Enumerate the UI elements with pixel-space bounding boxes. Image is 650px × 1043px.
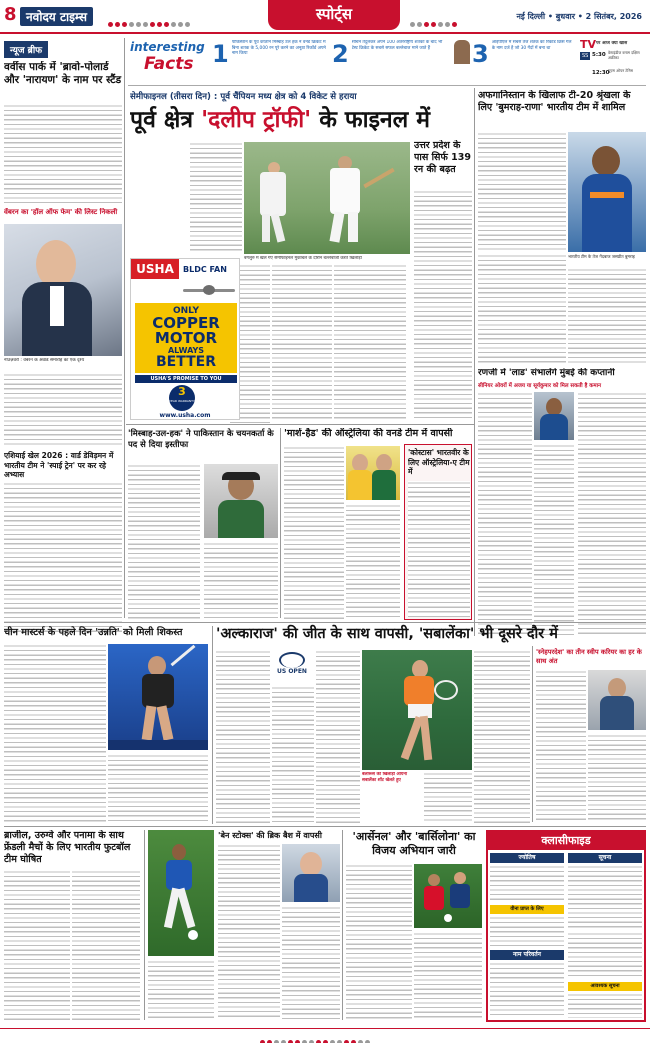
tv-item-2-text: यूएस ओपन टेनिस [608,68,634,73]
news-brief-second-headline: एशियाई खेल 2026 : वार्ड डेविड़मन में भारतीय टीम ने 'स्पाई ट्रेन' पर कर रहे अभ्यास [4,451,114,479]
classified-subtitle: नाम परिवर्तन [490,950,564,960]
news-brief-subhead: वेंबरन का 'हॉल ऑफ फेम' की लिस्ट निकली [4,208,118,216]
section-title: स्पोर्ट्स [316,5,352,23]
lead-headline-part1: पूर्व क्षेत्र [130,107,194,133]
usha-warranty-badge [169,385,195,411]
misbah-headline: 'मिस्बाह-उल-हक' ने पाकिस्तान के चयनकर्ता के पद से दिया इस्तीफा [128,428,274,449]
masthead-dots [108,12,192,31]
stokes-body-2 [282,906,340,1020]
facts-logo-bottom: Facts [144,54,194,74]
usha-line-1: ONLY [172,306,200,316]
classified-label-left: वीना प्राप्त के लिए [490,905,564,914]
lead-body-col-3 [272,264,332,420]
right-photo-caption: भारतीय टीम के तेज गेंदबाज जसप्रीत बुमराह [568,254,635,259]
fact-3-number: 3 [472,40,489,68]
usha-line-4: ALWAYS [167,346,205,355]
usha-warranty-label: YEAR WARRANTY [169,399,195,403]
stokes-headline: 'बेन स्टोक्स' की ब्रिक बैश में वापसी [218,831,322,840]
right-bottom-body-1 [536,670,586,822]
right-second-sub: सीनियर ओवरों में अजय या सूर्यकुमार को मिल सकती है कमान [478,383,602,389]
usha-warranty-years: 3 [178,385,186,398]
facts-logo [130,40,208,74]
fact-1-number: 1 [212,40,229,68]
news-brief-headline: ववींस पार्क में 'ब्रावो-पोलार्ड और 'नारायण' के नाम पर स्टैंड [4,61,122,86]
classified-col2-body-2 [568,932,642,978]
news-brief-column [4,38,122,618]
page-number: 8 [4,4,17,25]
marsh-body-1 [284,446,344,620]
right-bottom-headline: 'स्नेहपरदेश' का तीन स्वीप करियर का हर के साथ अंत [536,648,642,665]
tv-item-1-channel: SS [582,53,589,59]
stokes-photo [282,844,340,902]
us-open-logo [272,652,312,682]
fact-3 [454,40,574,82]
alcaraz-body-2 [272,686,314,824]
right-bottom-body-2 [588,734,646,822]
boxed-story [404,444,472,620]
right-body-2 [478,254,566,364]
marsh-body-2 [346,504,400,620]
alcaraz-headline: 'अल्काराज' की जीत के साथ वापसी, 'सबालेंका' भी दूसरे दौर में [216,626,558,642]
tv-tagline: पर आज क्या खास [596,41,628,46]
usha-tagline: USHA'S PROMISE TO YOU [135,375,237,383]
right-second-photo [534,392,574,440]
news-brief-photo [4,224,122,356]
misbah-body-2 [204,542,278,620]
classified-col1-body-3 [490,962,564,1018]
china-body-1 [4,644,106,822]
classified-col1-body-2 [490,916,564,948]
masthead-logo: नवोदय टाइम्स [20,7,93,26]
classified-col2-body-3 [568,993,642,1018]
usha-product: BLDC FAN [183,265,227,274]
tv-item-1-text: वेस्टइंडीज बनाम दक्षिण अफ्रीका [608,50,640,60]
classified-section [486,830,646,1022]
classified-col2-body [568,865,642,929]
fact-1-text: पाकिस्तान के पूर्व कप्तान मिस्बाह उल हक ने वनडे क्रिकेट में बिना शतक के 5,000 रन पूरे करने का अनूठा रिकॉर्ड अपने नाम किया [231,40,326,57]
usha-url: www.usha.com [159,412,211,419]
fact-2 [332,40,448,82]
right-body-1 [478,132,566,252]
misbah-body-1 [128,464,200,620]
right-second-headline: रणजी में 'लाड' संभालेंगे मुंबई की कप्तानी [478,368,615,378]
alcaraz-body-4 [424,772,472,824]
news-brief-body [4,104,122,204]
tv-item-2-time: 12:30 [592,70,610,76]
boxed-headline: 'कोस्टास' भारतवीर के लिए ऑस्ट्रेलिया-ए टीम में [408,448,470,476]
china-body-2 [108,754,208,822]
lead-body-col-1 [190,142,242,254]
lead-photo-caption: बेंगलुरु में खेले गए सेमीफाइनल मुकाबले के दौरान बल्लेबाजी करते खिलाड़ी [244,256,362,261]
lead-headline [130,104,470,138]
fact-3-photo [454,40,470,64]
lead-side-headline: उत्तर प्रदेश के पास सिर्फ 139 रन की बढ़त [414,140,471,175]
misbah-photo [204,464,278,538]
tv-item-1-time: 5:30 [592,52,606,58]
fact-2-text: सचिन तेंदुलकर अपने 100 अंतरराष्ट्रीय शतकों के बाद भी टेस्ट क्रिकेट के सबसे सफल बल्लेबाज माने जाते हैं [351,40,443,51]
usha-logo: USHA [131,259,179,279]
lead-side-body [414,190,472,420]
arsenal-body-1 [346,864,412,1020]
interesting-facts-bar [128,36,646,86]
alcaraz-body-1 [216,650,270,824]
alcaraz-body-3 [316,650,360,824]
stokes-body-1 [218,844,280,1020]
football-photo [148,830,214,956]
news-brief-label: न्यूज ब्रीफ [4,41,48,58]
classified-col1-body [490,865,564,903]
news-brief-body-3 [4,482,122,632]
brazil-headline: ब्राजील, उरुग्वे और पनामा के साथ फ्रेंडली मैचों के लिए भारतीय फुटबॉल टीम घोषित [4,830,131,865]
arsenal-photo [414,864,482,928]
right-headline: अफगानिस्तान के खिलाफ टी-20 श्रृंखला के लिए 'बुमराह-राणा' भारतीय टीम में शामिल [478,90,631,113]
china-photo [108,644,208,750]
football-body [148,960,214,1020]
lead-headline-part2: के फाइनल में [319,107,431,133]
facts-logo-top: interesting [130,40,205,54]
arsenal-headline: 'आर्सेनल' और 'बार्सिलोना' का विजय अभियान जारी [352,830,476,857]
alcaraz-photo [362,650,472,770]
usha-line-5: BETTER [156,354,216,370]
classified-col1-title: ज्योतिष [490,853,564,863]
marsh-photo [346,446,400,500]
right-second-body-2 [534,444,574,636]
dateline: नई दिल्ली • बुधवार • 2 सितंबर, 2026 [516,12,642,21]
china-headline: चीन मास्टर्स के पहले दिन 'उन्नति' को मिली शिकस्त [4,627,183,638]
fact-2-number: 2 [332,40,349,68]
usha-ad [130,258,240,420]
arsenal-body-2 [414,932,482,1020]
marsh-headline: 'मार्श-हैड' की ऑस्ट्रेलिया की वनडे टीम में वापसी [284,428,453,439]
brazil-body-2 [72,870,140,1020]
right-second-body-3 [578,392,646,636]
right-second-body-1 [478,392,532,636]
fact-1 [212,40,328,82]
lead-photo [244,142,410,254]
usha-line-2: COPPER [152,314,220,332]
masthead-dots-right [410,12,459,31]
lead-kicker: सेमीफाइनल (तीसरा दिन) : पूर्व चैंपियन मध्य क्षेत्र को 4 विकेट से हराया [130,92,357,102]
usha-fan-image [179,281,239,301]
brazil-body-1 [4,870,70,1020]
tv-schedule [580,38,644,84]
section-banner [268,0,400,30]
page-header [0,0,650,34]
classified-title: क्लासीफाइड [488,832,644,850]
right-photo [568,132,646,252]
alcaraz-photo-caption: बेलारूस की खिलाड़ी आर्यना सबालेंका शॉट खेलते हुए [362,772,408,783]
usha-line-3: MOTOR [154,329,218,347]
alcaraz-body-5 [474,650,530,824]
fact-3-text: आईपीएल में सबसे तेज शतक का रिकॉर्ड क्रिस गेल के नाम दर्ज है जो 30 गेंदों में बना था [491,40,572,51]
lead-headline-quote: 'दलीप ट्रॉफी' [201,107,312,133]
news-brief-body-2 [4,373,122,447]
boxed-body [408,481,470,617]
right-bottom-photo [588,670,646,730]
tv-label: TV [580,38,597,51]
right-body-3 [568,268,646,364]
news-brief-photo-caption: नीउज़वरी : वेंबरन के अवार्ड समारोह का एक दृश्य [4,358,85,363]
classified-label-right: आवश्यक सूचना [568,982,642,991]
footer-rule [0,1028,650,1034]
us-open-logo-text: US OPEN [277,668,307,675]
lead-body-col-4 [334,264,406,420]
usha-headline-box [135,303,237,373]
classified-col2-title: सूचना [568,853,642,863]
